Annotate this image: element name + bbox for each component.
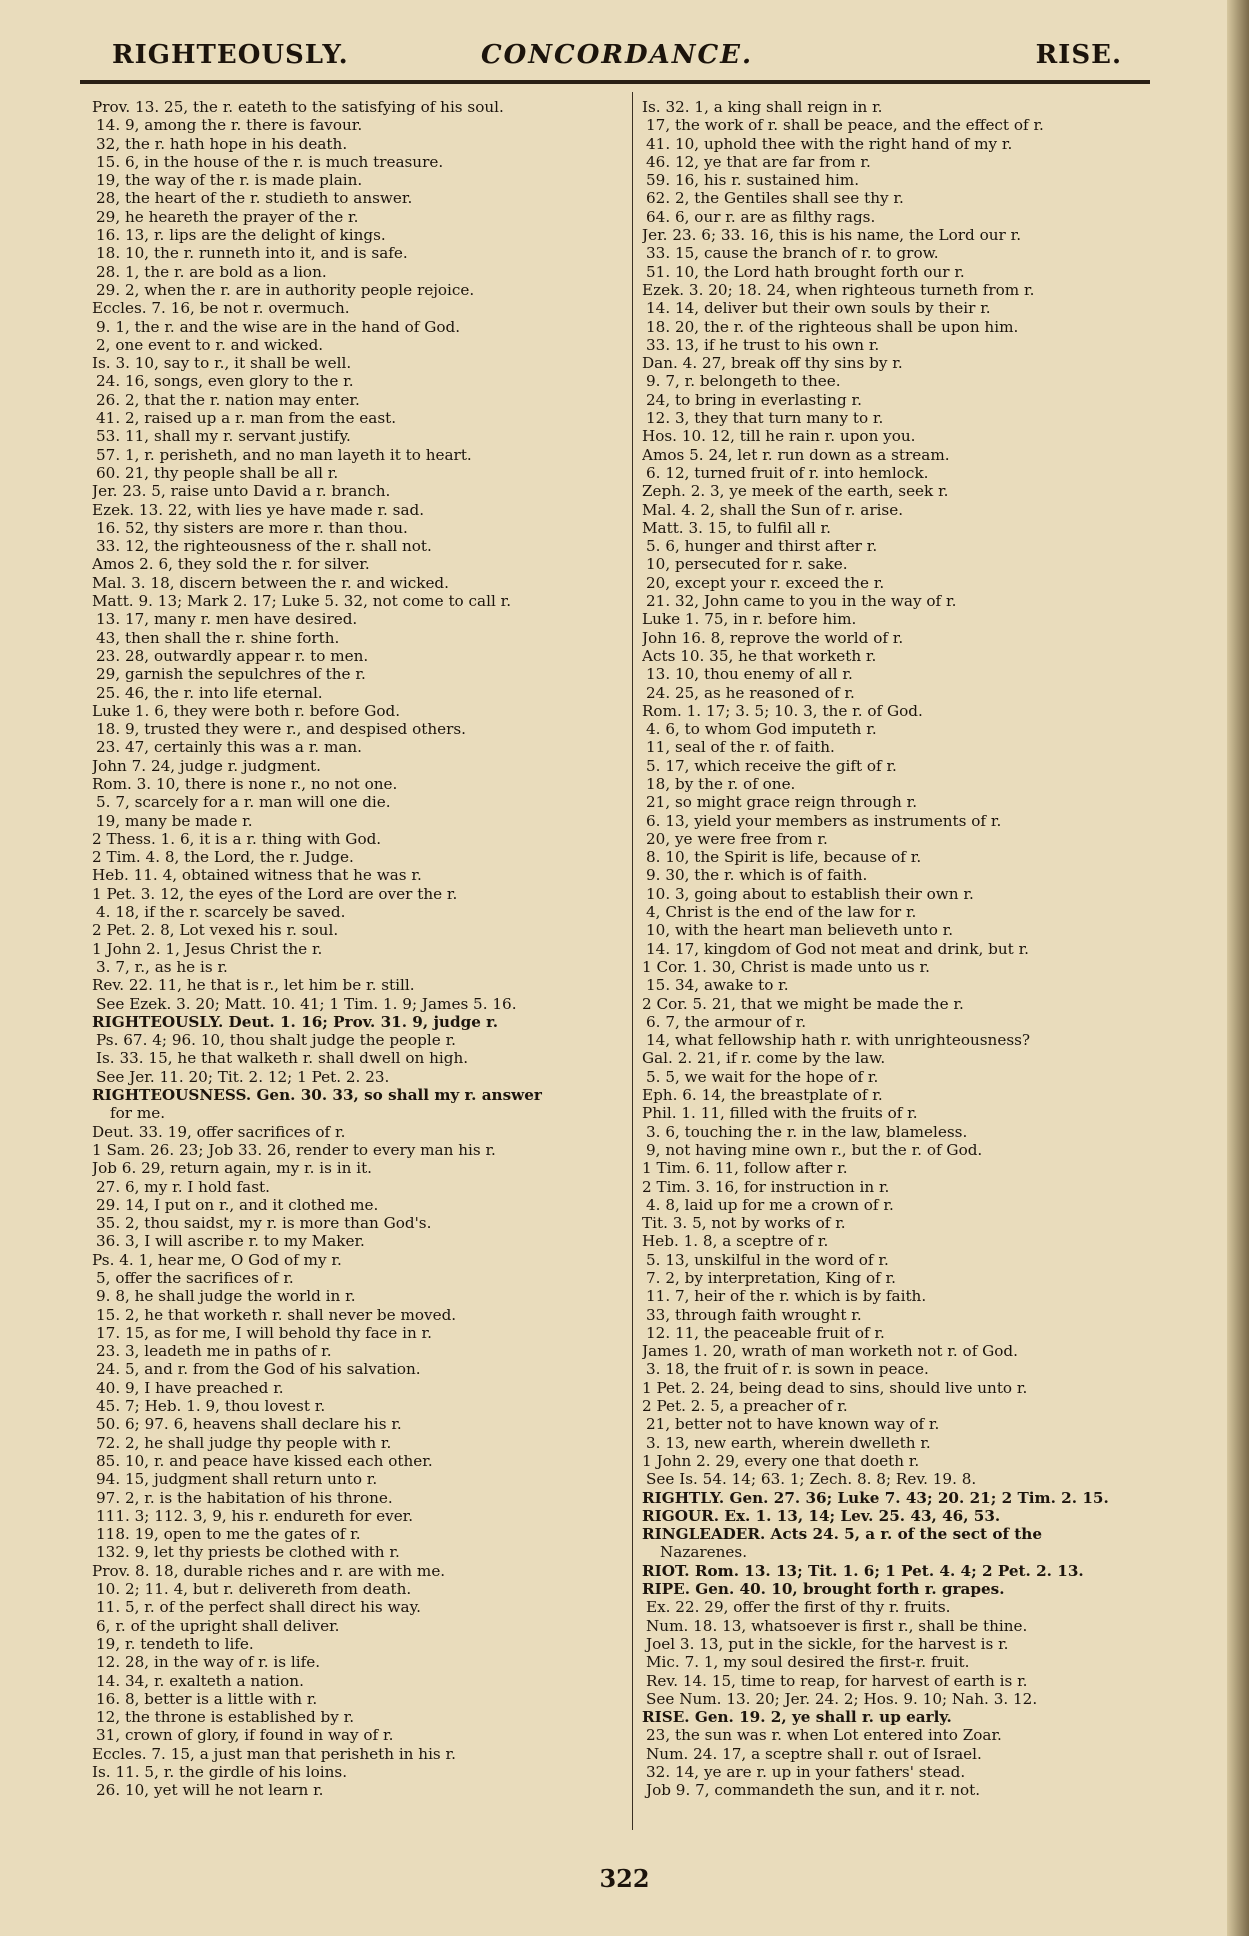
concordance-line: 21, better not to have known way of r.: [646, 1415, 940, 1434]
concordance-line: 9. 30, the r. which is of faith.: [646, 866, 868, 885]
concordance-line: 24. 25, as he reasoned of r.: [646, 683, 855, 702]
concordance-line: Rev. 22. 11, he that is r., let him be r. still.: [92, 976, 415, 995]
concordance-line: 6. 13, yield your members as instruments of r.: [646, 811, 1002, 830]
concordance-line: 41. 10, uphold thee with the right hand of my r.: [646, 134, 1013, 153]
concordance-line: 29, garnish the sepulchres of the r.: [96, 665, 366, 684]
concordance-line: Hos. 10. 12, till he rain r. upon you.: [642, 427, 916, 446]
concordance-line: Rev. 14. 15, time to reap, for harvest of earth is r.: [646, 1671, 1028, 1690]
concordance-line: 24. 16, songs, even glory to the r.: [96, 372, 354, 391]
concordance-line: 20, ye were free from r.: [646, 829, 828, 848]
concordance-line: 32, the r. hath hope in his death.: [96, 134, 348, 153]
concordance-line: 29, he heareth the prayer of the r.: [96, 207, 359, 226]
concordance-line: 12. 3, they that turn many to r.: [646, 409, 884, 428]
headword-entry: RIGHTEOUSLY. Deut. 1. 16; Prov. 31. 9, judge r.: [92, 1012, 499, 1031]
headword-entry: RISE. Gen. 19. 2, ye shall r. up early.: [642, 1708, 952, 1727]
concordance-line: 1 Pet. 3. 12, the eyes of the Lord are over the r.: [92, 884, 458, 903]
concordance-line: 57. 1, r. perisheth, and no man layeth it to heart.: [96, 445, 472, 464]
concordance-line: 43, then shall the r. shine forth.: [96, 628, 340, 647]
concordance-line: 31, crown of glory, if found in way of r.: [96, 1726, 394, 1745]
concordance-line: Heb. 11. 4, obtained witness that he was r.: [92, 866, 422, 885]
headword-entry: RIOT. Rom. 13. 13; Tit. 1. 6; 1 Pet. 4. 4; 2 Pet. 2. 13.: [642, 1561, 1084, 1580]
concordance-line: Ps. 4. 1, hear me, O God of my r.: [92, 1250, 342, 1269]
concordance-line: 94. 15, judgment shall return unto r.: [96, 1470, 378, 1489]
concordance-line: 2, one event to r. and wicked.: [96, 335, 324, 354]
concordance-line: Deut. 33. 19, offer sacrifices of r.: [92, 1122, 346, 1141]
header-rule: [80, 80, 1150, 84]
concordance-line: 35. 2, thou saidst, my r. is more than God's.: [96, 1214, 432, 1233]
concordance-line: 2 Pet. 2. 8, Lot vexed his r. soul.: [92, 921, 339, 940]
concordance-line: 3. 13, new earth, wherein dwelleth r.: [646, 1433, 931, 1452]
concordance-line: 1 Sam. 26. 23; Job 33. 26, render to every man his r.: [92, 1140, 496, 1159]
concordance-line: 28. 1, the r. are bold as a lion.: [96, 262, 327, 281]
concordance-line: Mal. 4. 2, shall the Sun of r. arise.: [642, 500, 904, 519]
concordance-line: Ezek. 13. 22, with lies ye have made r. sad.: [92, 500, 425, 519]
running-header: [112, 40, 1122, 80]
concordance-line: 15. 2, he that worketh r. shall never be moved.: [96, 1305, 457, 1324]
concordance-line: 97. 2, r. is the habitation of his throne.: [96, 1488, 393, 1507]
concordance-line: Job 9. 7, commandeth the sun, and it r. not.: [646, 1781, 981, 1800]
concordance-line: 3. 6, touching the r. in the law, blameless.: [646, 1122, 968, 1141]
concordance-line: 60. 21, thy people shall be all r.: [96, 463, 339, 482]
concordance-line: 24. 5, and r. from the God of his salvation.: [96, 1360, 421, 1379]
concordance-line: 2 Tim. 3. 16, for instruction in r.: [642, 1177, 890, 1196]
concordance-line: 64. 6, our r. are as filthy rags.: [646, 207, 876, 226]
concordance-line: Is. 32. 1, a king shall reign in r.: [642, 98, 883, 116]
concordance-line: 23. 28, outwardly appear r. to men.: [96, 646, 369, 665]
concordance-line: 18. 20, the r. of the righteous shall be upon him.: [646, 317, 1019, 336]
concordance-line: 20, except your r. exceed the r.: [646, 573, 885, 592]
concordance-line: 10. 3, going about to establish their own r.: [646, 884, 974, 903]
concordance-line: for me.: [110, 1104, 166, 1123]
concordance-line: 16. 8, better is a little with r.: [96, 1689, 318, 1708]
concordance-line: 32. 14, ye are r. up in your fathers' stead.: [646, 1763, 966, 1782]
concordance-line: 13. 10, thou enemy of all r.: [646, 665, 853, 684]
concordance-line: Ex. 22. 29, offer the first of thy r. fruits.: [646, 1598, 951, 1617]
concordance-line: 14. 17, kingdom of God not meat and drink, but r.: [646, 939, 1029, 958]
concordance-line: 6, r. of the upright shall deliver.: [96, 1616, 340, 1635]
concordance-line: 11. 5, r. of the perfect shall direct his way.: [96, 1598, 421, 1617]
concordance-line: 33. 12, the righteousness of the r. shall not.: [96, 537, 432, 556]
concordance-line: 51. 10, the Lord hath brought forth our r.: [646, 262, 965, 281]
concordance-line: 14. 9, among the r. there is favour.: [96, 116, 363, 135]
concordance-line: 2 Cor. 5. 21, that we might be made the r.: [642, 994, 964, 1013]
concordance-line: Joel 3. 13, put in the sickle, for the harvest is r.: [646, 1634, 1009, 1653]
concordance-line: Num. 24. 17, a sceptre shall r. out of Israel.: [646, 1744, 982, 1763]
concordance-line: 12. 28, in the way of r. is life.: [96, 1653, 321, 1672]
concordance-line: Jer. 23. 5, raise unto David a r. branch.: [92, 482, 391, 501]
concordance-line: 2 Pet. 2. 5, a preacher of r.: [642, 1397, 848, 1416]
concordance-line: John 7. 24, judge r. judgment.: [92, 756, 321, 775]
concordance-line: 9. 8, he shall judge the world in r.: [96, 1287, 356, 1306]
concordance-line: Amos 2. 6, they sold the r. for silver.: [92, 555, 370, 574]
concordance-line: 28, the heart of the r. studieth to answer.: [96, 189, 413, 208]
concordance-line: Matt. 3. 15, to fulfil all r.: [642, 518, 831, 537]
concordance-line: 4. 18, if the r. scarcely be saved.: [96, 903, 346, 922]
headword-entry: RINGLEADER. Acts 24. 5, a r. of the sect of the: [642, 1525, 1042, 1544]
concordance-line: 17. 15, as for me, I will behold thy face in r.: [96, 1323, 432, 1342]
concordance-line: 3. 7, r., as he is r.: [96, 957, 228, 976]
concordance-line: Num. 18. 13, whatsoever is first r., shall be thine.: [646, 1616, 1028, 1635]
concordance-line: 15. 34, awake to r.: [646, 976, 789, 995]
header-center-title: CONCORDANCE.: [480, 40, 754, 70]
concordance-line: Is. 3. 10, say to r., it shall be well.: [92, 354, 352, 373]
concordance-line: 18, by the r. of one.: [646, 774, 796, 793]
concordance-line: 132. 9, let thy priests be clothed with r.: [96, 1543, 400, 1562]
concordance-line: 5. 7, scarcely for a r. man will one die.: [96, 793, 391, 812]
concordance-line: Rom. 1. 17; 3. 5; 10. 3, the r. of God.: [642, 701, 923, 720]
concordance-line: See Ezek. 3. 20; Matt. 10. 41; 1 Tim. 1. 9; James 5. 16.: [96, 994, 517, 1013]
concordance-line: 29. 14, I put on r., and it clothed me.: [96, 1195, 379, 1214]
concordance-line: 12, the throne is established by r.: [96, 1708, 355, 1727]
concordance-line: Amos 5. 24, let r. run down as a stream.: [642, 445, 950, 464]
concordance-line: 16. 13, r. lips are the delight of kings.: [96, 226, 386, 245]
concordance-line: 19, many be made r.: [96, 811, 253, 830]
concordance-line: Prov. 8. 18, durable riches and r. are with me.: [92, 1561, 446, 1580]
concordance-line: 21. 32, John came to you in the way of r.: [646, 592, 957, 611]
concordance-line: Eccles. 7. 15, a just man that perisheth in his r.: [92, 1744, 456, 1763]
concordance-line: See Jer. 11. 20; Tit. 2. 12; 1 Pet. 2. 23.: [96, 1067, 390, 1086]
concordance-line: Prov. 13. 25, the r. eateth to the satisfying of his soul.: [92, 98, 504, 116]
concordance-line: 11. 7, heir of the r. which is by faith.: [646, 1287, 927, 1306]
concordance-line: 5, offer the sacrifices of r.: [96, 1269, 294, 1287]
concordance-line: Eph. 6. 14, the breastplate of r.: [642, 1086, 883, 1105]
concordance-line: 62. 2, the Gentiles shall see thy r.: [646, 189, 904, 208]
concordance-line: 10, with the heart man believeth unto r.: [646, 921, 954, 940]
concordance-line: 5. 13, unskilful in the word of r.: [646, 1250, 889, 1269]
concordance-line: 45. 7; Heb. 1. 9, thou lovest r.: [96, 1397, 326, 1416]
concordance-line: Is. 33. 15, he that walketh r. shall dwell on high.: [96, 1049, 469, 1068]
concordance-line: 41. 2, raised up a r. man from the east.: [96, 409, 397, 428]
concordance-line: 8. 10, the Spirit is life, because of r.: [646, 848, 922, 867]
concordance-line: Rom. 3. 10, there is none r., no not one.: [92, 774, 398, 793]
concordance-line: See Num. 13. 20; Jer. 24. 2; Hos. 9. 10; Nah. 3. 12.: [646, 1689, 1038, 1708]
concordance-line: Eccles. 7. 16, be not r. overmuch.: [92, 299, 350, 318]
concordance-line: 9, not having mine own r., but the r. of God.: [646, 1140, 983, 1159]
concordance-line: 85. 10, r. and peace have kissed each other.: [96, 1451, 433, 1470]
concordance-line: 23, the sun was r. when Lot entered into Zoar.: [646, 1726, 1002, 1745]
concordance-line: 6. 7, the armour of r.: [646, 1012, 807, 1031]
page-gutter-shadow: [1227, 0, 1249, 1936]
concordance-line: 9. 1, the r. and the wise are in the hand of God.: [96, 317, 461, 336]
concordance-line: 26. 2, that the r. nation may enter.: [96, 390, 360, 409]
concordance-line: John 16. 8, reprove the world of r.: [642, 628, 904, 647]
concordance-line: 50. 6; 97. 6, heavens shall declare his r.: [96, 1415, 402, 1434]
concordance-line: 33, through faith wrought r.: [646, 1305, 862, 1324]
concordance-line: See Is. 54. 14; 63. 1; Zech. 8. 8; Rev. 19. 8.: [646, 1470, 977, 1489]
concordance-line: 19, r. tendeth to life.: [96, 1634, 254, 1653]
column-divider: [632, 92, 633, 1830]
header-left-word: RIGHTEOUSLY.: [112, 40, 349, 70]
concordance-line: Phil. 1. 11, filled with the fruits of r.: [642, 1104, 918, 1123]
concordance-line: 21, so might grace reign through r.: [646, 793, 918, 812]
concordance-line: 25. 46, the r. into life eternal.: [96, 683, 323, 702]
headword-entry: RIGHTLY. Gen. 27. 36; Luke 7. 43; 20. 21; 2 Tim. 2. 15.: [642, 1488, 1109, 1507]
headword-entry: RIGOUR. Ex. 1. 13, 14; Lev. 25. 43, 46, 53.: [642, 1506, 1001, 1525]
concordance-line: Is. 11. 5, r. the girdle of his loins.: [92, 1763, 348, 1782]
concordance-line: 53. 11, shall my r. servant justify.: [96, 427, 351, 446]
concordance-line: Zeph. 2. 3, ye meek of the earth, seek r.: [642, 482, 949, 501]
concordance-line: 3. 18, the fruit of r. is sown in peace.: [646, 1360, 929, 1379]
concordance-line: 111. 3; 112. 3, 9, his r. endureth for ever.: [96, 1506, 414, 1525]
concordance-line: 24, to bring in everlasting r.: [646, 390, 862, 409]
concordance-line: 1 Pet. 2. 24, being dead to sins, should live unto r.: [642, 1378, 1028, 1397]
concordance-line: Ps. 67. 4; 96. 10, thou shalt judge the people r.: [96, 1031, 456, 1050]
concordance-line: 18. 10, the r. runneth into it, and is safe.: [96, 244, 408, 263]
left-column: [92, 98, 627, 1838]
concordance-line: 118. 19, open to me the gates of r.: [96, 1525, 361, 1544]
concordance-line: 23. 3, leadeth me in paths of r.: [96, 1342, 332, 1361]
concordance-line: 59. 16, his r. sustained him.: [646, 171, 860, 190]
concordance-line: 1 Cor. 1. 30, Christ is made unto us r.: [642, 957, 930, 976]
concordance-line: Tit. 3. 5, not by works of r.: [642, 1214, 846, 1233]
concordance-line: James 1. 20, wrath of man worketh not r. of God.: [642, 1342, 1018, 1361]
concordance-line: 11, seal of the r. of faith.: [646, 738, 835, 757]
concordance-line: Matt. 9. 13; Mark 2. 17; Luke 5. 32, not come to call r.: [92, 592, 512, 611]
concordance-line: Ezek. 3. 20; 18. 24, when righteous turneth from r.: [642, 280, 1035, 299]
concordance-line: 16. 52, thy sisters are more r. than thou.: [96, 518, 408, 537]
concordance-line: 33. 15, cause the branch of r. to grow.: [646, 244, 939, 263]
concordance-line: 17, the work of r. shall be peace, and the effect of r.: [646, 116, 1044, 135]
concordance-line: 26. 10, yet will he not learn r.: [96, 1781, 324, 1800]
page-number: 322: [599, 1864, 650, 1893]
headword-entry: RIPE. Gen. 40. 10, brought forth r. grapes.: [642, 1580, 1005, 1599]
concordance-line: 9. 7, r. belongeth to thee.: [646, 372, 841, 391]
concordance-line: 2 Tim. 4. 8, the Lord, the r. Judge.: [92, 848, 354, 867]
concordance-line: 10, persecuted for r. sake.: [646, 555, 848, 574]
concordance-line: 1 John 2. 29, every one that doeth r.: [642, 1451, 920, 1470]
concordance-line: 7. 2, by interpretation, King of r.: [646, 1269, 896, 1287]
concordance-line: 36. 3, I will ascribe r. to my Maker.: [96, 1232, 365, 1251]
concordance-line: 46. 12, ye that are far from r.: [646, 152, 871, 171]
concordance-line: Dan. 4. 27, break off thy sins by r.: [642, 354, 903, 373]
concordance-line: Luke 1. 75, in r. before him.: [642, 610, 857, 629]
concordance-line: 15. 6, in the house of the r. is much treasure.: [96, 152, 444, 171]
concordance-line: 40. 9, I have preached r.: [96, 1378, 284, 1397]
concordance-line: Jer. 23. 6; 33. 16, this is his name, the Lord our r.: [642, 226, 1022, 245]
concordance-line: 23. 47, certainly this was a r. man.: [96, 738, 363, 757]
concordance-line: 1 John 2. 1, Jesus Christ the r.: [92, 939, 323, 958]
concordance-line: 4. 8, laid up for me a crown of r.: [646, 1195, 894, 1214]
right-column: [642, 98, 1162, 1838]
concordance-line: 19, the way of the r. is made plain.: [96, 171, 363, 190]
concordance-line: 5. 6, hunger and thirst after r.: [646, 537, 878, 556]
concordance-line: 72. 2, he shall judge thy people with r.: [96, 1433, 392, 1452]
concordance-line: 12. 11, the peaceable fruit of r.: [646, 1323, 885, 1342]
concordance-line: 5. 5, we wait for the hope of r.: [646, 1067, 879, 1086]
concordance-line: Acts 10. 35, he that worketh r.: [642, 646, 877, 665]
concordance-line: Nazarenes.: [660, 1543, 748, 1562]
concordance-line: 14. 34, r. exalteth a nation.: [96, 1671, 304, 1690]
concordance-line: 27. 6, my r. I hold fast.: [96, 1177, 270, 1196]
concordance-line: Mic. 7. 1, my soul desired the first-r. fruit.: [646, 1653, 970, 1672]
concordance-line: 14. 14, deliver but their own souls by their r.: [646, 299, 991, 318]
concordance-line: 4, Christ is the end of the law for r.: [646, 903, 917, 922]
concordance-line: 33. 13, if he trust to his own r.: [646, 335, 880, 354]
concordance-line: 14, what fellowship hath r. with unrighteousness?: [646, 1031, 1031, 1050]
concordance-line: Heb. 1. 8, a sceptre of r.: [642, 1232, 829, 1251]
concordance-line: 4. 6, to whom God imputeth r.: [646, 720, 877, 739]
headword-entry: RIGHTEOUSNESS. Gen. 30. 33, so shall my r. answer: [92, 1086, 542, 1105]
concordance-line: 13. 17, many r. men have desired.: [96, 610, 358, 629]
concordance-line: 29. 2, when the r. are in authority people rejoice.: [96, 280, 475, 299]
concordance-line: 1 Tim. 6. 11, follow after r.: [642, 1159, 848, 1178]
concordance-line: Job 6. 29, return again, my r. is in it.: [92, 1159, 372, 1178]
concordance-line: 2 Thess. 1. 6, it is a r. thing with God.: [92, 829, 382, 848]
header-right-word: RISE.: [1035, 40, 1122, 70]
concordance-line: 6. 12, turned fruit of r. into hemlock.: [646, 463, 929, 482]
concordance-line: Luke 1. 6, they were both r. before God.: [92, 701, 401, 720]
concordance-line: Gal. 2. 21, if r. come by the law.: [642, 1049, 886, 1068]
concordance-line: Mal. 3. 18, discern between the r. and wicked.: [92, 573, 449, 592]
concordance-line: 10. 2; 11. 4, but r. delivereth from death.: [96, 1580, 412, 1599]
concordance-line: 5. 17, which receive the gift of r.: [646, 756, 897, 775]
concordance-line: 18. 9, trusted they were r., and despised others.: [96, 720, 466, 739]
